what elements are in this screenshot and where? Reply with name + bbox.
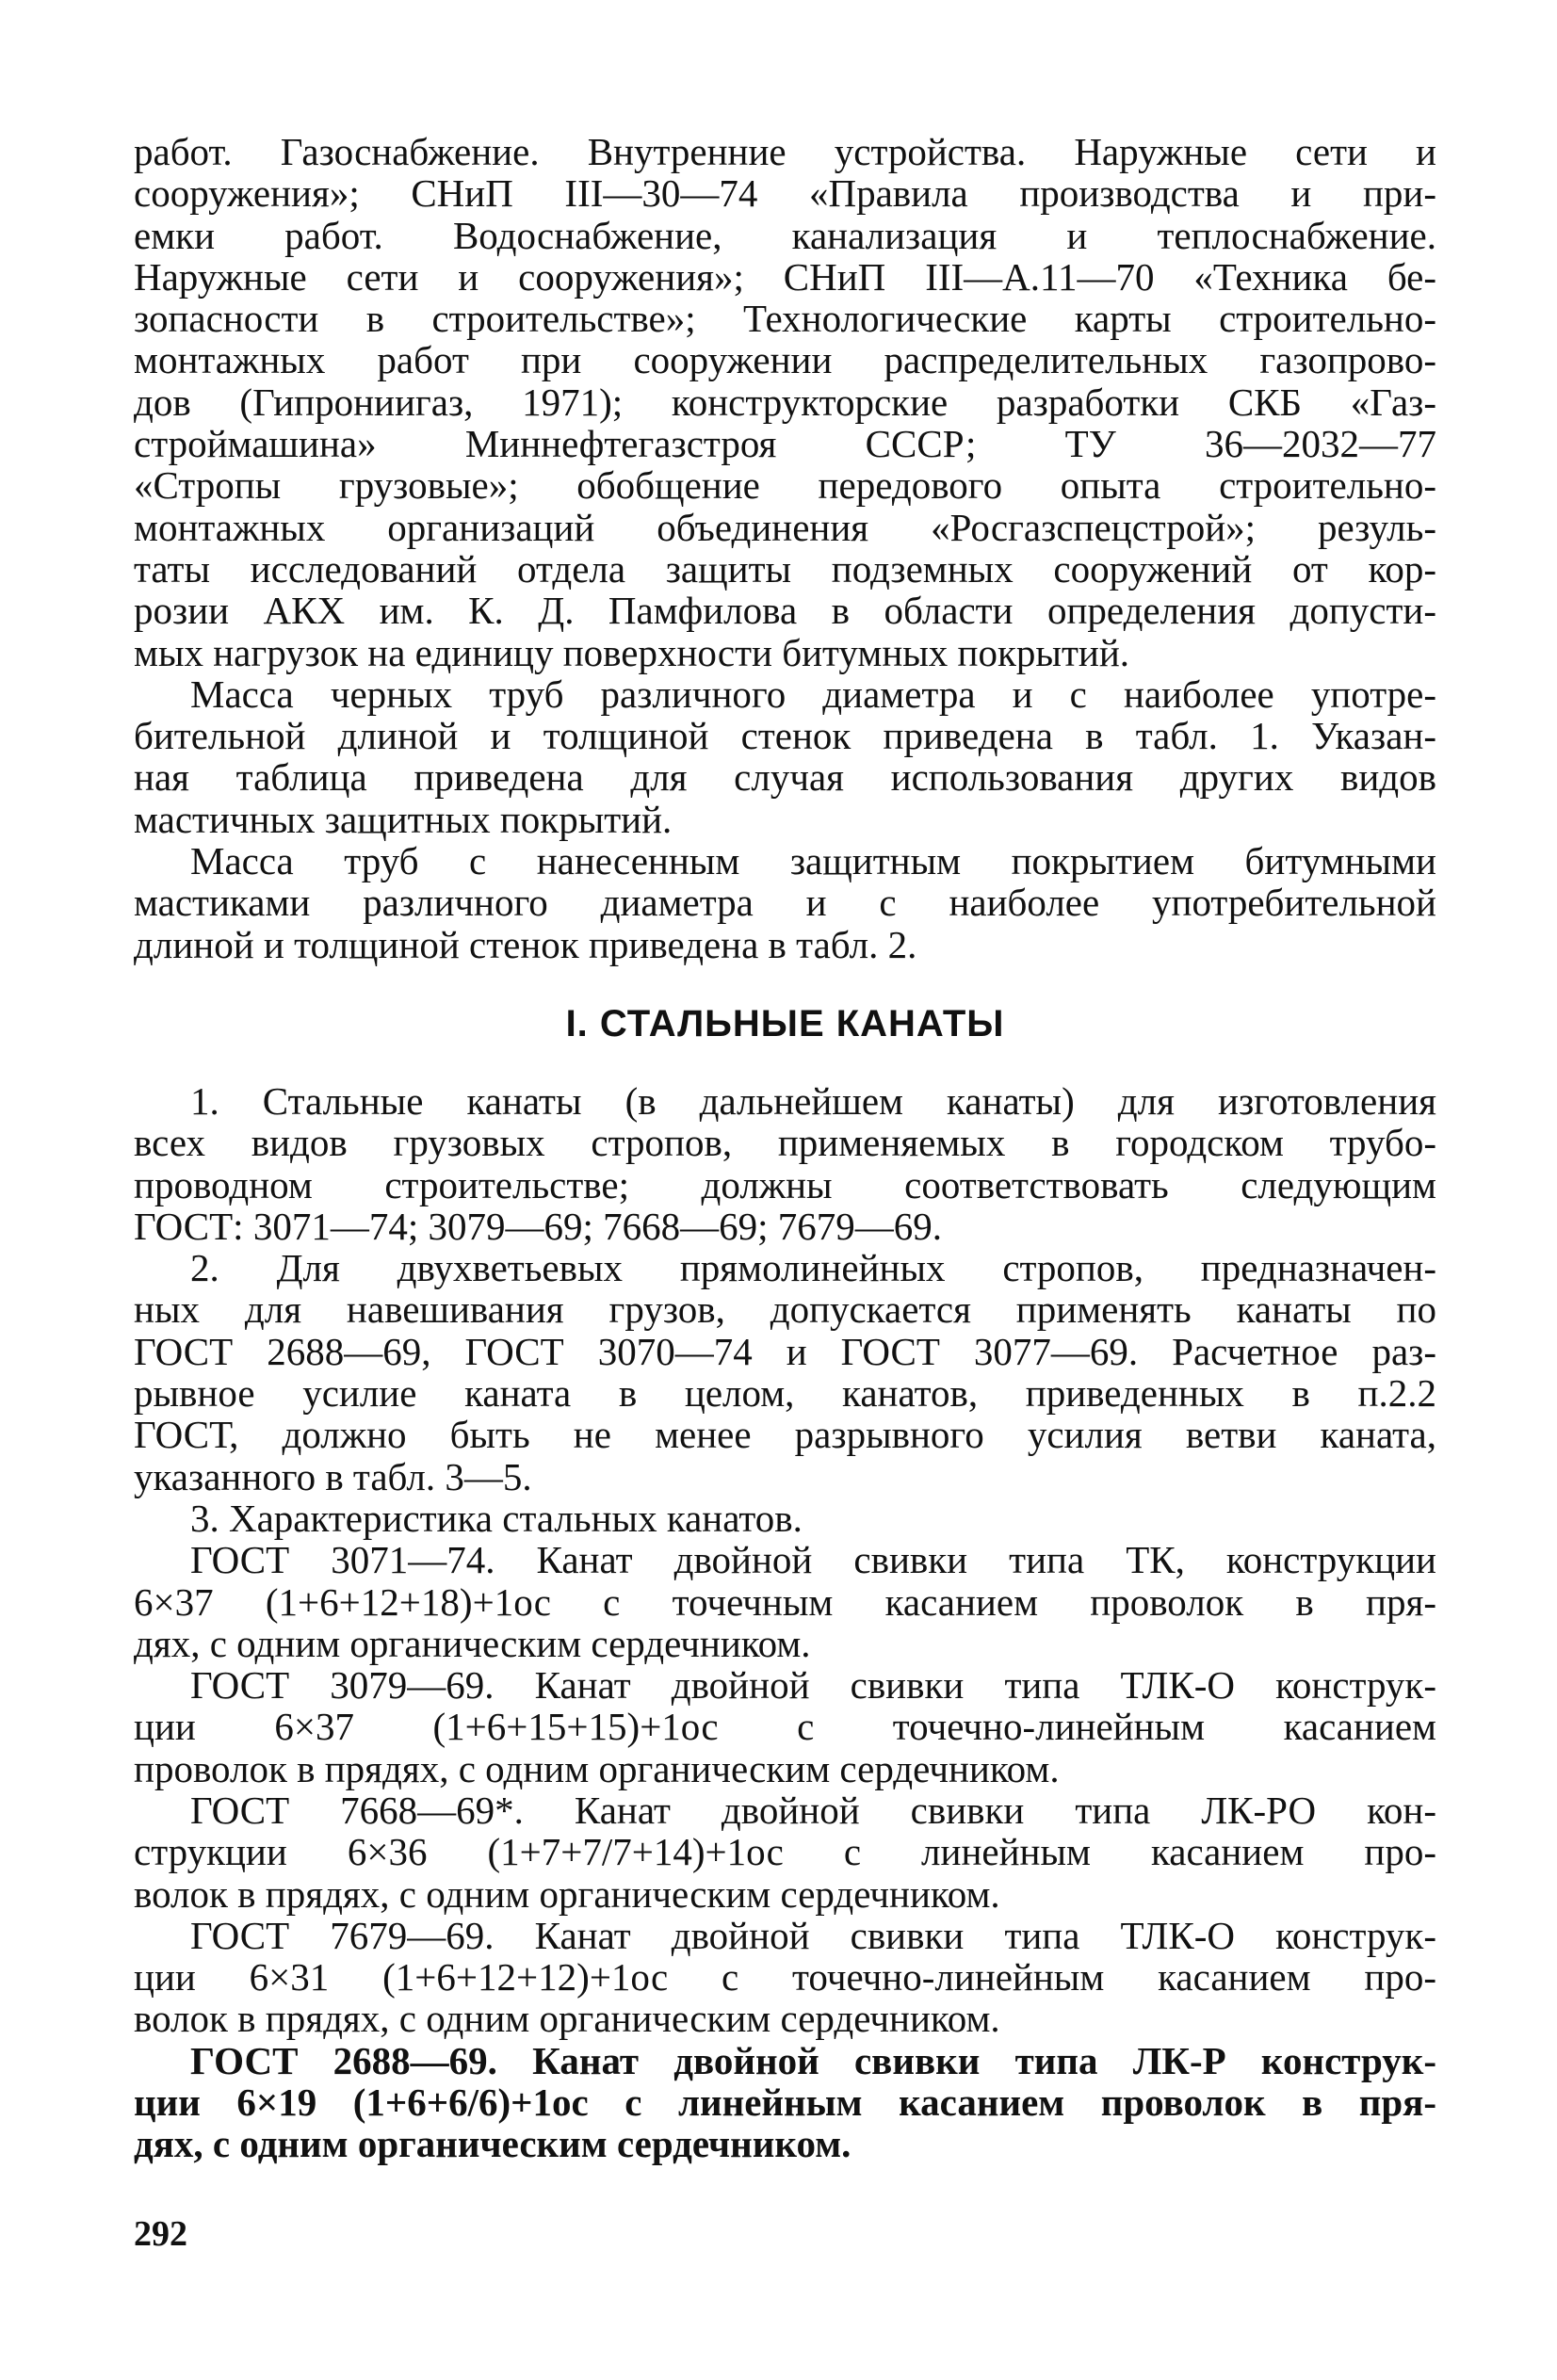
intro-text <box>134 131 1436 965</box>
paragraph <box>134 1664 1436 1789</box>
text-line: 6×37 (1+6+12+18)+1ос с точечным касанием проволок в пря- <box>134 1579 1436 1624</box>
text-line: дях, с одним органическим сердечником. <box>134 1621 811 1665</box>
text-line: всех видов грузовых стропов, применяемых в городском трубо- <box>134 1121 1436 1165</box>
text-line: проволок в прядях, с одним органическим сердечником. <box>134 1746 1060 1790</box>
text-line: волок в прядях, с одним органическим сердечником. <box>134 1871 1000 1916</box>
paragraph <box>134 2040 1436 2165</box>
text-line: рывное усилие каната в целом, канатов, приведенных в п.2.2 <box>134 1371 1436 1416</box>
text-line: ГОСТ 7668—69*. Канат двойной свивки типа ЛК-РО кон- <box>190 1788 1436 1832</box>
text-line: емки работ. Водоснабжение, канализация и теплоснабжение. <box>134 213 1436 257</box>
paragraph <box>134 1080 1436 1247</box>
text-line: ции 6×19 (1+6+6/6)+1ос с линейным касанием проволок в пря- <box>134 2080 1436 2125</box>
text-line: ГОСТ: 3071—74; 3079—69; 7668—69; 7679—69. <box>134 1204 942 1248</box>
text-line: сооружения»; СНиП III—30—74 «Правила производства и при- <box>134 171 1436 216</box>
text-line: ГОСТ, должно быть не менее разрывного усилия ветви каната, <box>134 1413 1436 1457</box>
text-line: «Стропы грузовые»; обобщение передового опыта строительно- <box>134 463 1436 508</box>
text-line: монтажных работ при сооружении распределительных газопрово- <box>134 338 1436 382</box>
paragraph <box>134 840 1436 965</box>
text-line: струкции 6×36 (1+7+7/7+14)+1ос с линейным касанием про- <box>134 1830 1436 1874</box>
text-line: таты исследований отдела защиты подземных сооружений от кор- <box>134 546 1436 591</box>
text-line: мастиками различного диаметра и с наиболее употребительной <box>134 881 1436 925</box>
document-page <box>134 131 1436 2165</box>
page-number: 292 <box>134 2214 187 2254</box>
paragraph <box>134 1789 1436 1915</box>
text-line: дях, с одним органическим сердечником. <box>134 2122 851 2166</box>
text-line: дов (Гипрониигаз, 1971); конструкторские разработки СКБ «Газ- <box>134 380 1436 424</box>
text-line: 2. Для двухветьевых прямолинейных стропов, предназначен- <box>190 1246 1436 1290</box>
paragraph <box>134 1247 1436 1498</box>
text-line: ГОСТ 2688—69, ГОСТ 3070—74 и ГОСТ 3077—69. Расчетное раз- <box>134 1329 1436 1373</box>
text-line: ции 6×31 (1+6+12+12)+1ос с точечно-линейным касанием про- <box>134 1955 1436 2000</box>
text-line: ГОСТ 3071—74. Канат двойной свивки типа ТК, конструкции <box>190 1538 1436 1582</box>
text-line: ГОСТ 2688—69. Канат двойной свивки типа ЛК-Р конструк- <box>190 2038 1436 2082</box>
paragraph <box>134 131 1436 673</box>
text-line: бительной длиной и толщиной стенок приведена в табл. 1. Указан- <box>134 714 1436 758</box>
text-line: ная таблица приведена для случая использования других видов <box>134 755 1436 800</box>
paragraph <box>134 1539 1436 1664</box>
section-text <box>134 1080 1436 2165</box>
text-line: ции 6×37 (1+6+15+15)+1ос с точечно-линейным касанием <box>134 1705 1436 1749</box>
paragraph <box>134 673 1436 840</box>
text-line: ГОСТ 7679—69. Канат двойной свивки типа ТЛК-О конструк- <box>190 1913 1436 1957</box>
text-line: Масса труб с нанесенным защитным покрытием битумными <box>190 839 1436 883</box>
text-line: длиной и толщиной стенок приведена в табл. 2. <box>134 922 917 966</box>
text-line: волок в прядях, с одним органическим сердечником. <box>134 1997 1000 2041</box>
text-line: монтажных организаций объединения «Росгазспецстрой»; резуль- <box>134 505 1436 549</box>
paragraph <box>134 1915 1436 2040</box>
text-line: 3. Характеристика стальных канатов. <box>190 1496 803 1540</box>
paragraph <box>134 1498 1436 1539</box>
text-line: мых нагрузок на единицу поверхности битумных покрытий. <box>134 630 1130 674</box>
text-line: 1. Стальные канаты (в дальнейшем канаты) для изготовления <box>190 1078 1436 1123</box>
text-line: ГОСТ 3079—69. Канат двойной свивки типа ТЛК-О конструк- <box>190 1663 1436 1708</box>
text-line: работ. Газоснабжение. Внутренние устройства. Наружные сети и <box>134 130 1436 173</box>
text-line: Наружные сети и сооружения»; СНиП III—А.11—70 «Техника бе- <box>134 254 1436 299</box>
text-line: Масса черных труб различного диаметра и с наиболее употре- <box>190 672 1436 716</box>
section-heading: I. СТАЛЬНЫЕ КАНАТЫ <box>565 1002 1005 1044</box>
text-line: розии АКХ им. К. Д. Памфилова в области определения допусти- <box>134 589 1436 633</box>
text-line: ных для навешивания грузов, допускается применять канаты по <box>134 1287 1436 1332</box>
text-line: строймашина» Миннефтегазстроя СССР; ТУ 36—2032—77 <box>134 422 1436 466</box>
text-line: указанного в табл. 3—5. <box>134 1454 532 1498</box>
text-line: зопасности в строительстве»; Технологические карты строительно- <box>134 297 1436 341</box>
text-line: проводном строительстве; должны соответствовать следующим <box>134 1162 1436 1206</box>
text-line: мастичных защитных покрытий. <box>134 797 673 841</box>
